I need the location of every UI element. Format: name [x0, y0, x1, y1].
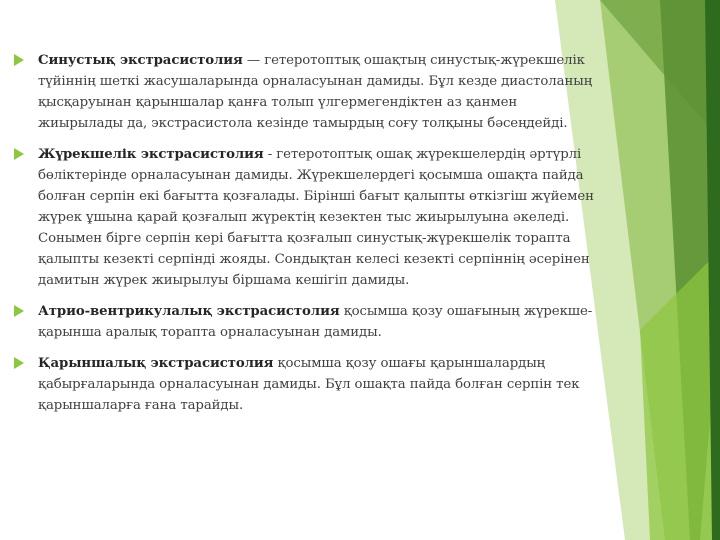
bullet-text [38, 144, 604, 291]
bullet-text [38, 50, 604, 134]
bullet-arrow-icon [14, 357, 24, 369]
bullet-item [14, 301, 604, 343]
bullet-arrow-icon [14, 148, 24, 160]
bullet-item [14, 50, 604, 134]
bullet-term: Қарыншалық экстрасистолия [38, 356, 274, 371]
bullet-item [14, 144, 604, 291]
bullet-body: қосымша қозу ошағы қарыншалардың қабырғаларында орналасуынан дамиды. Бұл ошақта пайда болған серпін тек қарыншаларға ғана тарайды. [38, 356, 580, 413]
bullet-list [14, 50, 604, 426]
bullet-term: Синустық экстрасистолия [38, 53, 243, 68]
bullet-body: қосымша қозу ошағының жүрекше-қарынша аралық торапта орналасуынан дамиды. [38, 304, 593, 340]
bullet-body: - гетеротоптық ошақ жүрекшелердің әртүрлі бөліктерінде орналасуынан дамиды. Жүрекшелердегі қосымша ошақта пайда болған серпін екі бағытта қозғалады. Бірінші бағыт қалыпты өткізгіш жүйемен жүрек ұшына қарай қозғалып жүректің кезектен тыс жиырылуына әкеледі. Сонымен бірге серпін кері бағытта қозғалып синустық-жүрекшелік торапта қалыпты кезекті серпінді жояды. Сондықтан келесі кезекті серпіннің әсерінен дамитын жүрек жиырылуы біршама кешігіп дамиды. [38, 147, 594, 288]
bullet-text [38, 353, 604, 416]
bullet-arrow-icon [14, 305, 24, 317]
bullet-body: — гетеротоптық ошақтың синустық-жүрекшелік түйіннің шеткі жасушаларында орналасуынан дамиды. Бұл кезде диастоланың қысқаруынан қарыншалар қанға толып үлгермегендіктен аз қанмен жиырылады да, экстрасистола кезінде тамырдың соғу толқыны бәсеңдейді. [38, 53, 593, 131]
bullet-arrow-icon [14, 54, 24, 66]
bullet-term: Атрио-вентрикулалық экстрасистолия [38, 304, 340, 319]
bullet-text [38, 301, 604, 343]
bullet-term: Жүрекшелік экстрасистолия [38, 147, 264, 162]
bullet-item [14, 353, 604, 416]
